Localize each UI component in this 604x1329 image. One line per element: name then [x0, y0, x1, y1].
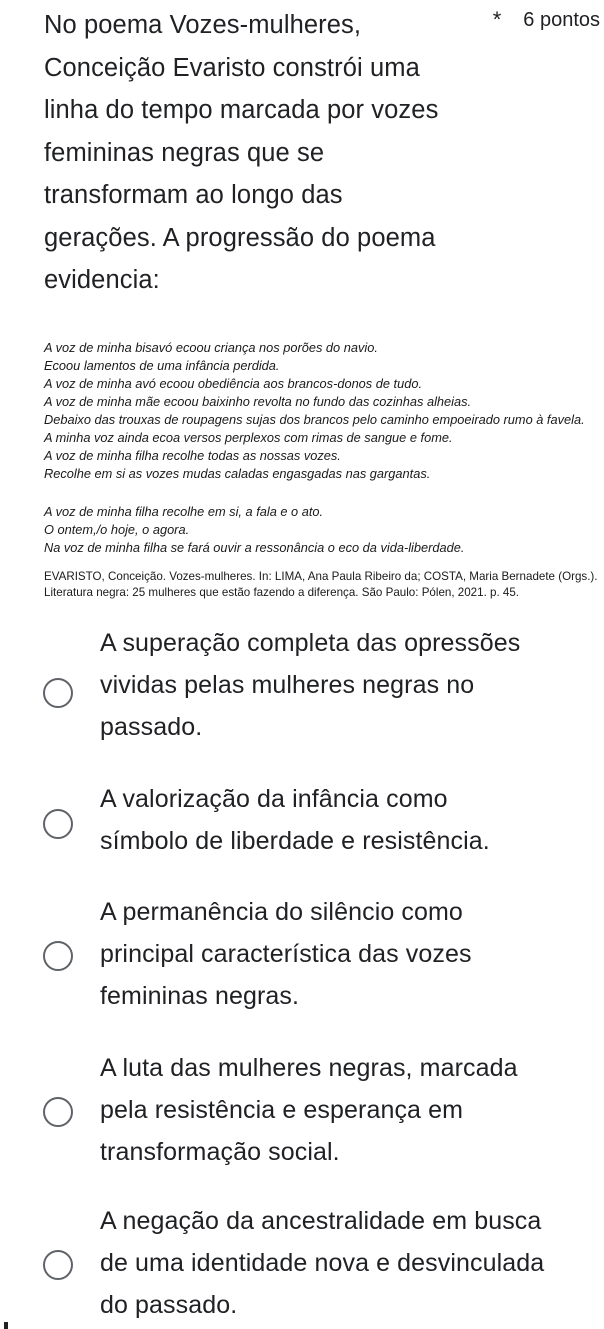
option-label-line: principal característica das vozes	[100, 940, 472, 968]
poem-line: Recolhe em si as vozes mudas caladas engasgadas nas gargantas.	[44, 466, 431, 481]
poem-line: A voz de minha bisavó ecoou criança nos porões do navio.	[44, 340, 378, 355]
poem-line: A voz de minha mãe ecoou baixinho revolta no fundo das cozinhas alheias.	[44, 394, 472, 409]
poem-excerpt	[44, 339, 604, 557]
question-title-line: Conceição Evaristo constrói uma	[44, 53, 420, 82]
poem-line: A voz de minha filha recolhe em si, a fala e o ato.	[44, 504, 324, 519]
poem-line: A voz de minha avó ecoou obediência aos brancos-donos de tudo.	[44, 376, 423, 391]
option-label-line: A valorização da infância como	[100, 785, 448, 813]
option-label[interactable]	[100, 1047, 600, 1173]
option-label[interactable]	[100, 778, 600, 862]
option-label[interactable]	[100, 622, 600, 748]
question-title	[44, 4, 484, 302]
required-asterisk: *	[492, 7, 502, 32]
poem-line: A minha voz ainda ecoa versos perplexos com rimas de sangue e fome.	[44, 430, 453, 445]
citation-line: Literatura negra: 25 mulheres que estão fazendo a diferença. São Paulo: Pólen, 2021. p. 45.	[44, 585, 520, 599]
radio-button[interactable]	[43, 809, 73, 839]
poem-line: Ecoou lamentos de uma infância perdida.	[44, 358, 280, 373]
poem-line: Na voz de minha filha se fará ouvir a ressonância o eco da vida-liberdade.	[44, 540, 465, 555]
option-label-line: pela resistência e esperança em	[100, 1096, 464, 1124]
option-label-line: transformação social.	[100, 1138, 340, 1166]
poem-line: O ontem,/o hoje, o agora.	[44, 522, 190, 537]
option-label[interactable]	[100, 1200, 600, 1326]
option-label-line: passado.	[100, 713, 203, 741]
poem-citation	[44, 569, 604, 600]
radio-button[interactable]	[43, 1250, 73, 1280]
question-block	[44, 4, 604, 302]
radio-button[interactable]	[43, 678, 73, 708]
points-label: 6 pontos	[523, 9, 600, 31]
scrollbar-handle[interactable]	[4, 1322, 8, 1329]
poem-line: A voz de minha filha recolhe todas as nossas vozes.	[44, 448, 341, 463]
radio-button[interactable]	[43, 941, 73, 971]
option-label-line: femininas negras.	[100, 982, 300, 1010]
option-label-line: A superação completa das opressões	[100, 629, 521, 657]
question-title-line: transformam ao longo das	[44, 181, 343, 209]
citation-line: EVARISTO, Conceição. Vozes-mulheres. In: LIMA, Ana Paula Ribeiro da; COSTA, Maria Bernadete (Orgs.).	[44, 570, 598, 583]
stanza-divider	[44, 483, 604, 503]
points-indicator	[493, 8, 600, 32]
option-label-line: vividas pelas mulheres negras no	[100, 671, 475, 699]
option-label[interactable]	[100, 891, 600, 1017]
question-title-line: evidencia:	[44, 266, 160, 294]
radio-button[interactable]	[43, 1097, 73, 1127]
question-title-line: No poema Vozes-mulheres,	[44, 11, 362, 39]
option-label-line: do passado.	[100, 1291, 238, 1319]
poem-line: Debaixo das trouxas de roupagens sujas dos brancos pelo caminho empoeirado rumo à favela.	[44, 412, 585, 427]
question-header	[44, 4, 604, 302]
option-label-line: A luta das mulheres negras, marcada	[100, 1054, 518, 1082]
option-label-line: símbolo de liberdade e resistência.	[100, 827, 490, 855]
question-title-line: femininas negras que se	[44, 138, 325, 167]
question-title-line: linha do tempo marcada por vozes	[44, 96, 439, 124]
option-label-line: A permanência do silêncio como	[100, 898, 463, 926]
option-label-line: A negação da ancestralidade em busca	[100, 1207, 542, 1235]
question-title-line: gerações. A progressão do poema	[44, 223, 436, 252]
option-label-line: de uma identidade nova e desvinculada	[100, 1249, 545, 1277]
